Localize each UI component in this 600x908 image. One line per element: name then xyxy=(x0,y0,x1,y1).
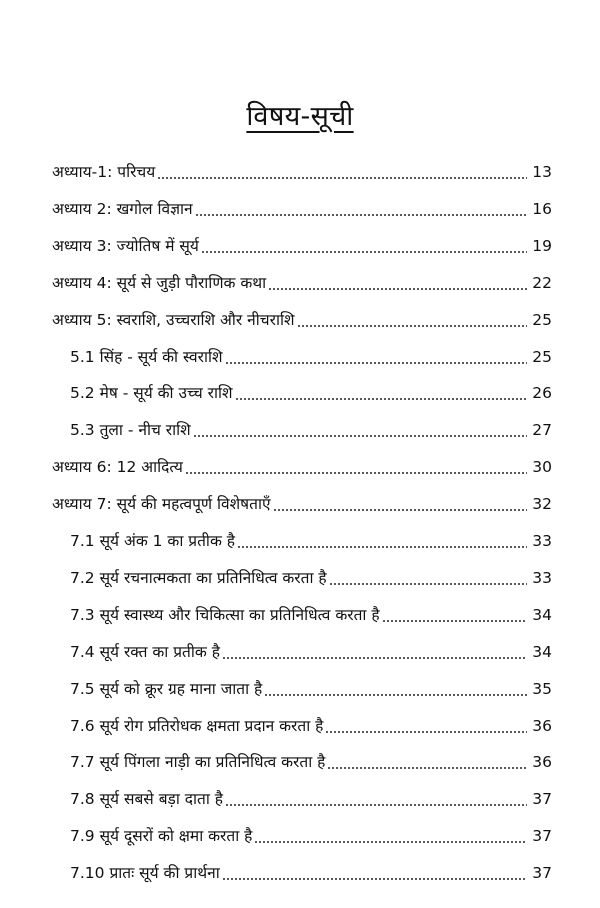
toc-entry-page-number: 30 xyxy=(532,458,552,477)
toc-entry[interactable] xyxy=(52,492,552,516)
toc-entry-label: अध्याय 6: 12 आदित्य xyxy=(52,458,183,477)
toc-entry-page-number: 34 xyxy=(532,605,552,624)
dot-leader xyxy=(327,767,527,769)
dot-leader xyxy=(264,694,527,696)
dot-leader xyxy=(157,177,527,179)
toc-entry-label: 5.2 मेष - सूर्य की उच्च राशि xyxy=(70,384,233,403)
toc-entry[interactable] xyxy=(70,603,552,627)
toc-entry[interactable] xyxy=(70,677,552,701)
toc-entry-page-number: 37 xyxy=(532,864,552,883)
dot-leader xyxy=(222,878,527,880)
toc-entry-page-number: 16 xyxy=(532,199,552,218)
toc-entry[interactable] xyxy=(70,861,552,885)
toc-entry-page-number: 37 xyxy=(532,827,552,846)
toc-entry-label: 7.1 सूर्य अंक 1 का प्रतीक है xyxy=(70,532,236,550)
toc-entry-label: 7.5 सूर्य को क्रूर ग्रह माना जाता है xyxy=(70,679,263,698)
dot-leader xyxy=(222,657,527,659)
toc-entry-label: 7.6 सूर्य रोग प्रतिरोधक क्षमता प्रदान करता है xyxy=(70,716,324,735)
toc-entry[interactable] xyxy=(70,750,552,774)
toc-entry-label: अध्याय-1: परिचय xyxy=(52,163,156,181)
toc-entry-label: 7.9 सूर्य दूसरों को क्षमा करता है xyxy=(70,827,253,846)
toc-entry-page-number: 27 xyxy=(532,421,552,440)
toc-entry-label: 7.3 सूर्य स्वास्थ्य और चिकित्सा का प्रतिनिधित्व करता है xyxy=(70,605,380,624)
toc-entry-page-number: 34 xyxy=(532,642,552,661)
toc-entry[interactable] xyxy=(70,529,552,553)
toc-entry-label: अध्याय 4: सूर्य से जुड़ी पौराणिक कथा xyxy=(52,273,267,292)
toc-entry-page-number: 36 xyxy=(532,716,552,735)
toc-entry[interactable] xyxy=(70,381,552,405)
dot-leader xyxy=(225,362,527,364)
toc-entry[interactable] xyxy=(52,455,552,479)
page-title xyxy=(0,96,600,133)
dot-leader xyxy=(254,841,527,843)
toc-entry-label: 7.8 सूर्य सबसे बड़ा दाता है xyxy=(70,790,224,809)
dot-leader xyxy=(235,398,527,400)
toc-entry[interactable] xyxy=(70,787,552,811)
toc-entry-page-number: 22 xyxy=(532,273,552,292)
toc-entry-page-number: 36 xyxy=(532,753,552,772)
toc-entry-page-number: 37 xyxy=(532,790,552,809)
toc-entry-page-number: 35 xyxy=(532,679,552,698)
toc-entry-label: अध्याय 2: खगोल विज्ञान xyxy=(52,199,193,218)
toc-entry[interactable] xyxy=(70,714,552,738)
toc-entry-label: अध्याय 7: सूर्य की महत्वपूर्ण विशेषताएँ xyxy=(52,495,271,514)
dot-leader xyxy=(325,731,527,733)
dot-leader xyxy=(195,214,527,216)
toc-entry-label: 7.2 सूर्य रचनात्मकता का प्रतिनिधित्व करता है xyxy=(70,568,327,587)
toc-entry-label: अध्याय 5: स्वराशि, उच्चराशि और नीचराशि xyxy=(52,310,295,329)
toc-entry-label: अध्याय 3: ज्योतिष में सूर्य xyxy=(52,236,199,255)
toc-entry-page-number: 26 xyxy=(532,384,552,403)
toc-entry-label: 5.3 तुला - नीच राशि xyxy=(70,421,191,440)
toc-entry[interactable] xyxy=(70,345,552,369)
dot-leader xyxy=(237,546,527,548)
page-title-text: विषय-सूची xyxy=(246,101,354,133)
toc-entry[interactable] xyxy=(52,308,552,332)
toc-entry-page-number: 19 xyxy=(532,236,552,255)
toc-entry-label: 7.4 सूर्य रक्त का प्रतीक है xyxy=(70,642,220,661)
toc-entry[interactable] xyxy=(52,271,552,295)
toc-entry-label: 5.1 सिंह - सूर्य की स्वराशि xyxy=(70,347,223,366)
toc-entry-page-number: 33 xyxy=(532,532,552,550)
toc-entry-page-number: 33 xyxy=(532,568,552,587)
dot-leader xyxy=(225,804,527,806)
toc-entry[interactable] xyxy=(70,566,552,590)
toc-entry[interactable] xyxy=(70,824,552,848)
toc-entry-page-number: 25 xyxy=(532,310,552,329)
toc-entry-page-number: 13 xyxy=(532,163,552,181)
dot-leader xyxy=(273,509,527,511)
toc-entry-page-number: 32 xyxy=(532,495,552,514)
dot-leader xyxy=(297,325,527,327)
toc-entry[interactable] xyxy=(70,640,552,664)
toc-entry-label: 7.7 सूर्य पिंगला नाड़ी का प्रतिनिधित्व करता है xyxy=(70,753,326,772)
toc-entry[interactable] xyxy=(52,160,552,184)
toc-entry[interactable] xyxy=(52,234,552,258)
toc-entry[interactable] xyxy=(70,418,552,442)
dot-leader xyxy=(201,251,527,253)
dot-leader xyxy=(329,583,527,585)
toc-entry-page-number: 25 xyxy=(532,347,552,366)
dot-leader xyxy=(268,288,527,290)
dot-leader xyxy=(193,435,527,437)
toc-entry[interactable] xyxy=(52,197,552,221)
dot-leader xyxy=(382,620,527,622)
dot-leader xyxy=(185,472,527,474)
toc-entry-label: 7.10 प्रातः सूर्य की प्रार्थना xyxy=(70,864,220,883)
